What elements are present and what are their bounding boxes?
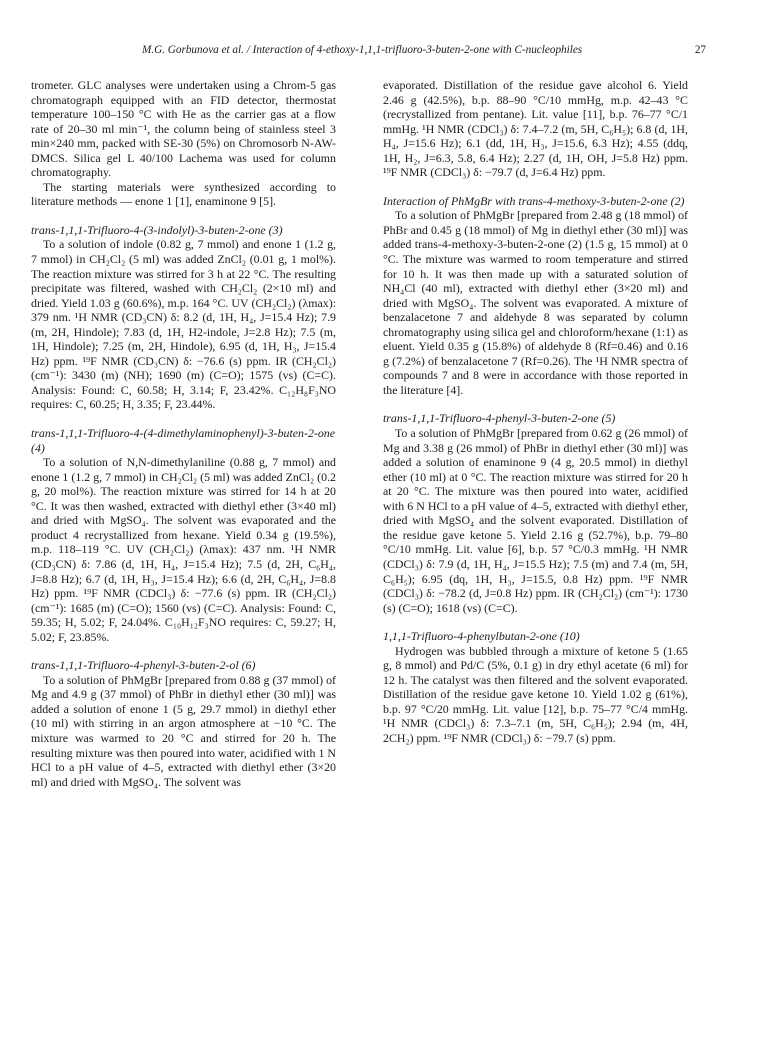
section-body-compound-5: To a solution of PhMgBr [prepared from 0.62 g (26 mmol) of Mg and 3.38 g (26 mmol) of PhBr in diethyl ether (30 ml)] was added a solution of enaminone 9 (4 g, 20.5 mmol) in diethyl ether (10 ml) at 0 °C. The reaction mixture was stirred for 20 h at 20 °C. The mixture was then poured into water, acidified with 6 N HCl to a pH value of 4–5, extracted with diethyl ether, dried with MgSO₄ and the solvent evaporated. Distillation of the residue gave ketone 5. Yield 2.16 g (52.7%), b.p. 79–80 °C/10 mmHg. Lit. value [6], b.p. 57 °C/0.3 mmHg. ¹H NMR (CDCl₃) δ: 7.9 (d, 1H, H₄, J=15.5 Hz); 7.5 (m) and 7.4 (m, 5H, C₆H₅); 6.95 (dq, 1H, H₃, J=15.5, 0.8 Hz) ppm. ¹⁹F NMR (CDCl₃) δ: −78.2 (d, J=0.8 Hz) ppm. IR (CH₂Cl₂) (cm⁻¹): 1730 (s) (C=O); 1618 (vs) (C=C). — [383, 426, 688, 615]
section-title-compound-6: trans-1,1,1-Trifluoro-4-phenyl-3-buten-2-ol (6) — [31, 658, 256, 673]
paragraph-starting-materials: The starting materials were synthesized according to literature methods — enone 1 [1], enaminone 9 [5]. — [31, 179, 336, 209]
section-title-compound-3: trans-1,1,1-Trifluoro-4-(3-indolyl)-3-buten-2-one (3) — [31, 222, 283, 237]
page-number: 27 — [694, 44, 706, 56]
section-body-compound-6: To a solution of PhMgBr [prepared from 0.88 g (37 mmol) of Mg and 4.9 g (37 mmol) of PhBr in diethyl ether (30 ml)] was added a solution of enone 1 (5 g, 29.7 mmol) in diethyl ether (10 ml) with stirring in an argon atmosphere at −10 °C. The mixture was warmed to 20 °C and stirred for 20 h. The resulting mixture was then poured into water, acidified with 1 N HCl to a pH value of 4–5, extracted with diethyl ether (3×20 ml) and dried with MgSO₄. The solvent was — [31, 672, 336, 789]
section-title-compound-2: Interaction of PhMgBr with trans-4-methoxy-3-buten-2-one (2) — [383, 193, 685, 208]
paragraph-glc: trometer. GLC analyses were undertaken using a Chrom-5 gas chromatograph equipped with an FID detector, thermostat temperature 100–150 °C with He as the carrier gas at a flow rate of 20–30 ml min⁻¹, the column being of stainless steel 3 min×240 mm, packed with SE-30 (5%) on Chromosorb N-AW-DMCS. Silica gel L 40/100 Lachema was used for column chromatography. — [31, 78, 336, 180]
paragraph-alcohol-6-continued: evaporated. Distillation of the residue gave alcohol 6. Yield 2.46 g (42.5%), b.p. 88–90 °C/10 mmHg, m.p. 42–43 °C (recrystallized from pentane). Lit. value [11], b.p. 76–77 °C/1 mmHg. ¹H NMR (CDCl₃) δ: 7.4–7.2 (m, 5H, C₆H₅); 6.8 (d, 1H, H₄, J=15.6 Hz); 6.1 (dd, 1H, H₃, J=15.6, 6.3 Hz); 4.55 (ddq, 1H, H₂, J=6.3, 5.8, 6.4 Hz); 2.27 (d, 1H, OH, J=5.8 Hz) ppm. ¹⁹F NMR (CDCl₃) δ: −79.7 (d, J=6.4 Hz) ppm. — [383, 78, 688, 180]
left-column — [31, 78, 336, 789]
section-body-compound-4: To a solution of N,N-dimethylaniline (0.88 g, 7 mmol) and enone 1 (1.2 g, 7 mmol) in CH₂Cl₂ (5 ml) was added ZnCl₂ (0.2 g, 20 mol%). The reaction mixture was stirred for 14 h at 20 °C. It was then washed, extracted with diethyl ether (3×40 ml) and dried with MgSO₄. The solvent was evaporated and the product 4 recrystallized from hexane. Yield 0.34 g (19.5%), m.p. 118–119 °C. UV (CH₂Cl₂) (λmax): 437 nm. ¹H NMR (CD₃CN) δ: 7.86 (d, 1H, H₄, J=15.4 Hz); 7.5 (d, 2H, C₆H₄, J=8.8 Hz); 6.7 (d, 1H, H₃, J=15.4 Hz); 6.6 (d, 2H, C₆H₄, J=8.8 Hz) ppm. ¹⁹F NMR (CDCl₃) δ: −77.6 (s) ppm. IR (CH₂Cl₂) (cm⁻¹): 1685 (m) (C=O); 1560 (vs) (C=C). Analysis: Found: C, 59.35; H, 5.02; F, 24.04%. C₁₀H₁₂F₃NO requires: C, 59.27; H, 5.02; F, 23.85%. — [31, 455, 336, 644]
section-body-compound-10: Hydrogen was bubbled through a mixture of ketone 5 (1.65 g, 8 mmol) and Pd/C (5%, 0.1 g) in dry ethyl acetate (6 ml) for 12 h. The catalyst was then filtered and the solvent evaporated. Distillation of the residue gave ketone 10. Yield 1.02 g (61%), b.p. 97 °C/20 mmHg. Lit. value [12], b.p. 75–77 °C/4 mmHg. ¹H NMR (CDCl₃) δ: 7.3–7.1 (m, 5H, C₆H₅); 2.94 (m, 4H, 2CH₂) ppm. ¹⁹F NMR (CDCl₃) δ: −79.7 (s) ppm. — [383, 643, 688, 745]
section-body-compound-2: To a solution of PhMgBr [prepared from 2.48 g (18 mmol) of PhBr and 0.45 g (18 mmol) of Mg in diethyl ether (30 ml)] was added trans-4-methoxy-3-buten-2-one (2) (1.5 g, 15 mmol) at 0 °C. The mixture was warmed to room temperature and stirred for 10 h. It was then made up with a saturated solution of NH₄Cl (40 ml), extracted with diethyl ether (3×20 ml) and dried with MgSO₄. The solvent was evaporated. A mixture of benzalacetone 7 and aldehyde 8 was separated by column chromatography using silica gel and chloroform/hexane (1:1) as eluent. Yield 0.35 g (15.8%) of aldehyde 8 (Rf=0.46) and 0.16 g (7.2%) of benzalacetone 7 (Rf=0.26). The ¹H NMR spectra of compounds 7 and 8 were in accordance with those reported in the literature [4]. — [383, 208, 688, 397]
section-title-compound-4: trans-1,1,1-Trifluoro-4-(4-dimethylaminophenyl)-3-buten-2-one (4) — [31, 426, 336, 455]
right-column — [383, 78, 688, 746]
section-body-compound-3: To a solution of indole (0.82 g, 7 mmol) and enone 1 (1.2 g, 7 mmol) in CH₂Cl₂ (5 ml) was added ZnCl₂ (0.01 g, 1 mol%). The reaction mixture was stirred for 3 h at 22 °C. The resulting precipitate was filtered, washed with CH₂Cl₂ (2×10 ml) and dried. Yield 1.03 g (60.6%), m.p. 164 °C. UV (CH₂Cl₂) (λmax): 379 nm. ¹H NMR (CD₃CN) δ: 8.2 (d, 1H, H₄, J=15.4 Hz); 7.9 (m, 2H, Hindole); 7.83 (d, 1H, H2-indole, J=2.8 Hz); 7.5 (m, 1H, Hindole); 7.25 (m, 2H, Hindole), 6.95 (d, 1H, H₃, J=15.4 Hz) ppm. ¹⁹F NMR (CD₃CN) δ: −76.6 (s) ppm. IR (CH₂Cl₂) (cm⁻¹): 3430 (m) (NH); 1690 (m) (C=O); 1575 (vs) (C=C). Analysis: Found: C, 60.58; H, 3.14; F, 23.42%. C₁₂H₈F₃NO requires: C, 60.25; H, 3.35; F, 23.44%. — [31, 237, 336, 412]
section-title-compound-10: 1,1,1-Trifluoro-4-phenylbutan-2-one (10) — [383, 629, 580, 644]
running-title: M.G. Gorbunova et al. / Interaction of 4-ethoxy-1,1,1-trifluoro-3-buten-2-one with C-nucleophiles — [142, 44, 583, 56]
running-header — [62, 44, 706, 60]
section-title-compound-5: trans-1,1,1-Trifluoro-4-phenyl-3-buten-2-one (5) — [383, 411, 616, 426]
